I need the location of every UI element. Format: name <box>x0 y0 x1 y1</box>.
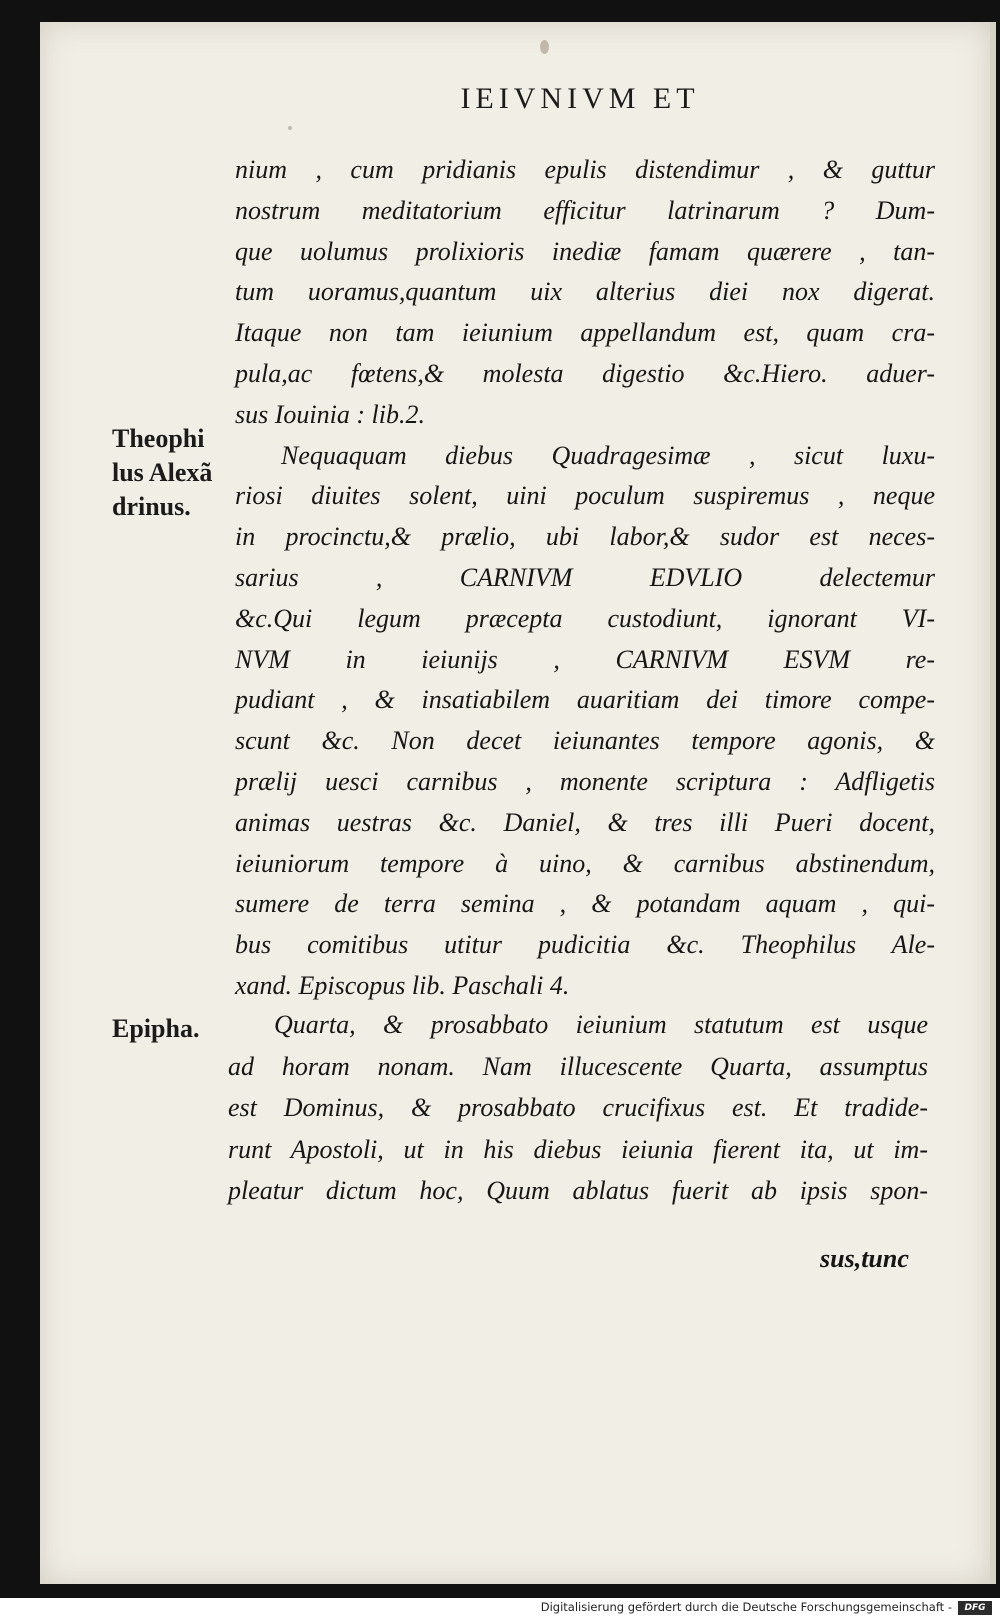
text-line: bus comitibus utitur pudicitia &c. Theophilus Ale- <box>235 930 935 960</box>
paragraph-start-line: Quarta, & prosabbato ieiunium statutum est usque <box>274 1010 928 1039</box>
text-line: sumere de terra semina , & potandam aquam , qui- <box>235 889 935 919</box>
text-line: tum uoramus,quantum uix alterius diei nox digerat. <box>235 277 935 307</box>
catchword: sus,tunc <box>820 1244 909 1273</box>
text-line: est Dominus, & prosabbato crucifixus est. Et tradide- <box>228 1093 928 1122</box>
text-line: pudiant , & insatiabilem auaritiam dei timore compe- <box>235 685 935 715</box>
text-line: nium , cum pridianis epulis distendimur , & guttur <box>235 155 935 184</box>
margin-note-epiphanius <box>112 1012 199 1046</box>
text-line: NVM in ieiunijs , CARNIVM ESVM re- <box>235 644 935 674</box>
text-line: ieiuniorum tempore à uino, & carnibus abstinendum, <box>235 848 935 878</box>
margin-note-theophilus <box>112 422 212 524</box>
text-line: &c.Qui legum præcepta custodiunt, ignorant VI- <box>235 603 935 633</box>
text-line: nostrum meditatorium efficitur latrinarum ? Dum- <box>235 195 935 225</box>
foxing-spot <box>540 40 549 54</box>
text-line: que uolumus prolixioris inediæ famam quærere , tan- <box>235 236 935 266</box>
text-line: animas uestras &c. Daniel, & tres illi Pueri docent, <box>235 807 935 837</box>
text-line: xand. Episcopus lib. Paschali 4. <box>235 970 570 1000</box>
text-line: scunt &c. Non decet ieiunantes tempore agonis, & <box>235 726 935 756</box>
text-line: prælij uesci carnibus , monente scriptura : Adfligetis <box>235 766 935 796</box>
paragraph-start-line: Nequaquam diebus Quadragesimæ , sicut luxu- <box>281 440 935 470</box>
main-text-block-1 <box>235 150 935 1007</box>
text-line: ad horam nonam. Nam illucescente Quarta, assumptus <box>228 1051 928 1081</box>
text-line: sus Iouinia : lib.2. <box>235 399 425 429</box>
margin-note-line: Theophi <box>112 424 205 453</box>
margin-note-line: lus Alexã <box>112 458 213 487</box>
text-line: runt Apostoli, ut in his diebus ieiunia fierent ita, ut im- <box>228 1134 928 1164</box>
margin-note-line: Epipha. <box>112 1014 200 1043</box>
text-line: pleatur dictum hoc, Quum ablatus fuerit ab ipsis spon- <box>228 1176 928 1205</box>
text-line: sarius , CARNIVM EDVLIO delectemur <box>235 562 935 592</box>
text-line: Itaque non tam ieiunium appellandum est, quam cra- <box>235 318 935 348</box>
text-line: riosi diuites solent, uini poculum suspiremus , neque <box>235 481 935 511</box>
text-line: in procinctu,& prælio, ubi labor,& sudor est neces- <box>235 522 935 552</box>
foxing-spot <box>288 126 292 130</box>
footer-credit: Digitalisierung gefördert durch die Deutsche Forschungsgemeinschaft - <box>540 1600 952 1614</box>
page-edge <box>990 22 996 1584</box>
running-head: IEIVNIVM ET <box>460 82 700 115</box>
text-line: pula,ac fœtens,& molesta digestio &c.Hiero. aduer- <box>235 358 935 388</box>
dfg-logo: DFG <box>958 1601 992 1615</box>
main-text-block-2 <box>228 1004 928 1212</box>
margin-note-line: drinus. <box>112 492 191 521</box>
